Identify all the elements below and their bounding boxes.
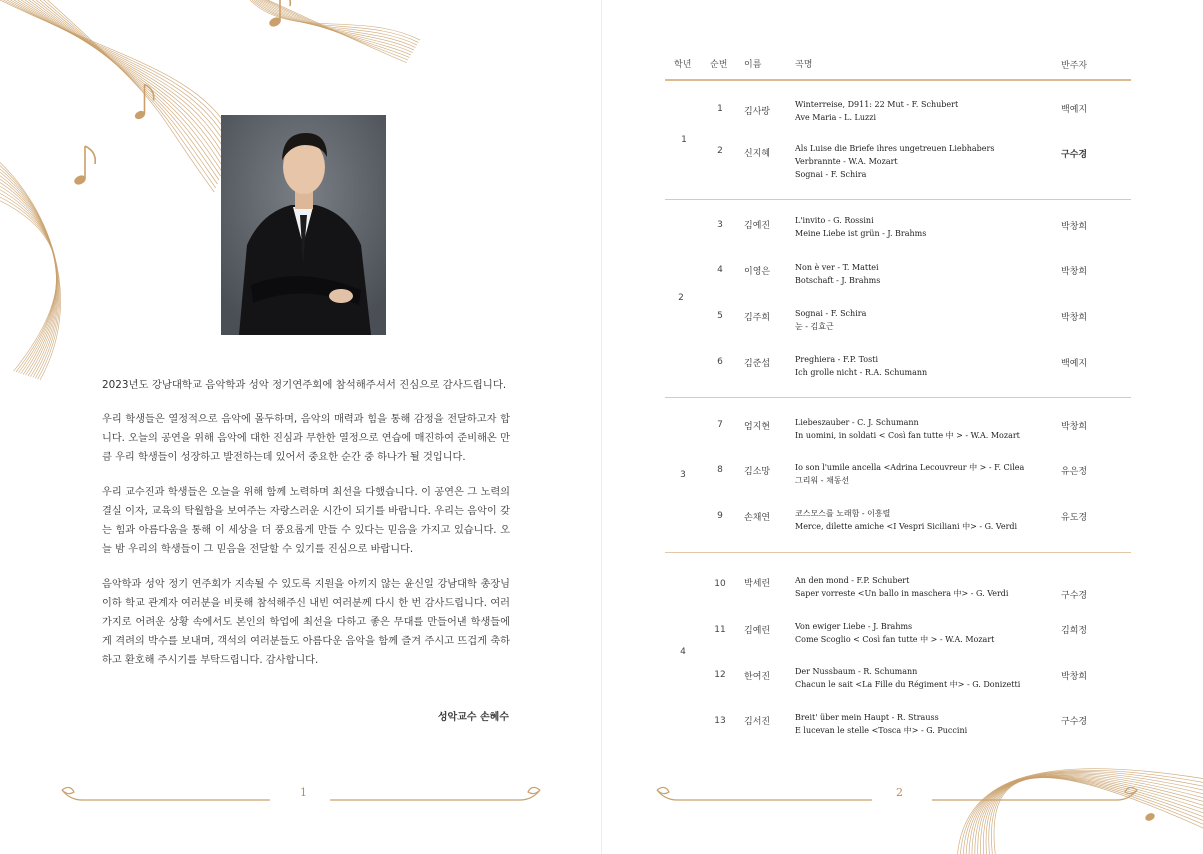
song-title: Sognai - F. Schira bbox=[795, 309, 867, 318]
row-number: 11 bbox=[714, 625, 726, 635]
student-name: 엄지현 bbox=[744, 422, 771, 432]
song-list bbox=[795, 261, 880, 287]
row-number: 9 bbox=[717, 511, 723, 521]
accompanist-name: 구수경 bbox=[1061, 150, 1088, 160]
song-list bbox=[795, 98, 958, 124]
page-number-right: 2 bbox=[896, 786, 903, 799]
student-name: 신지혜 bbox=[744, 149, 771, 159]
song-title: Sognai - F. Schira bbox=[795, 170, 867, 179]
letter-paragraph-3: 우리 교수진과 학생들은 오늘을 위해 함께 노력하며 최선을 다했습니다. 이 공연은 그 노력의 결실 이자, 교육의 탁월함을 보여주는 자랑스러운 시간이 되기를 바랍니다. 우리는 음악이 갖는 힘과 아름다움을 통해 이 세상을 더 풍요롭게 만들 수 있다는 믿음을 가지고 있습니다. 오늘 밤 우리의 학생들이 그 믿음을 전달할 수 있기를 진심으로 바랍니다. bbox=[102, 487, 510, 555]
greeting-letter bbox=[102, 376, 510, 686]
accompanist-name: 유도경 bbox=[1061, 513, 1088, 523]
song-title: Breit' über mein Haupt - R. Strauss bbox=[795, 713, 939, 722]
student-name: 이영은 bbox=[744, 267, 771, 277]
row-number: 12 bbox=[714, 670, 726, 680]
song-list bbox=[795, 574, 1008, 600]
song-title: Chacun le sait <La Fille du Régiment 中> - G. Donizetti bbox=[795, 680, 1021, 689]
student-name: 김예린 bbox=[744, 626, 771, 636]
student-name: 김주희 bbox=[744, 313, 771, 323]
header-accompanist: 반주자 bbox=[1061, 61, 1088, 71]
song-title: 그리워 - 채동선 bbox=[795, 476, 850, 485]
song-title: Botschaft - J. Brahms bbox=[795, 276, 881, 285]
accompanist-name: 박창희 bbox=[1061, 672, 1088, 682]
student-name: 김준섭 bbox=[744, 359, 771, 369]
song-title: Verbrannte - W.A. Mozart bbox=[795, 157, 898, 166]
header-order: 순번 bbox=[710, 60, 728, 70]
song-title: Ich grolle nicht - R.A. Schumann bbox=[795, 368, 928, 377]
row-number: 6 bbox=[717, 357, 723, 367]
song-list bbox=[795, 353, 927, 379]
letter-paragraph-2: 우리 학생들은 열정적으로 음악에 몰두하며, 음악의 매력과 힘을 통해 감정을 전달하고자 합니다. 오늘의 공연을 위해 음악에 대한 진심과 무한한 열정으로 연습에 매진하여 준비해온 만큼 우리 학생들이 성장하고 발전하는데 있어서 중요한 순간 중 하나가 될 것입니다. bbox=[102, 414, 510, 463]
song-title: L'invito - G. Rossini bbox=[795, 216, 874, 225]
student-name: 박세린 bbox=[744, 579, 771, 589]
song-title: E lucevan le stelle <Tosca 中> - G. Puccini bbox=[795, 726, 968, 735]
grade-label: 3 bbox=[680, 470, 686, 480]
accompanist-name: 백예지 bbox=[1061, 359, 1088, 369]
letter-paragraph-1: 2023년도 강남대학교 음악학과 성악 정기연주회에 참석해주셔서 진심으로 감사드립니다. bbox=[102, 379, 507, 391]
signature: 성악교수 손혜수 bbox=[437, 712, 509, 723]
header-name: 이름 bbox=[744, 60, 762, 70]
row-number: 3 bbox=[717, 220, 723, 230]
song-title: An den mond - F.P. Schubert bbox=[795, 576, 910, 585]
accompanist-name: 유은정 bbox=[1061, 467, 1088, 477]
song-list bbox=[795, 461, 1024, 487]
student-name: 김소망 bbox=[744, 467, 771, 477]
grade-label: 2 bbox=[678, 293, 684, 303]
student-name: 김서진 bbox=[744, 717, 771, 727]
song-title: Meine Liebe ist grün - J. Brahms bbox=[795, 229, 927, 238]
song-title: Ave Maria - L. Luzzi bbox=[795, 113, 877, 122]
row-number: 5 bbox=[717, 311, 723, 321]
row-number: 4 bbox=[717, 265, 723, 275]
song-title: Liebeszauber - C. J. Schumann bbox=[795, 418, 919, 427]
song-list bbox=[795, 214, 926, 240]
song-list bbox=[795, 507, 1017, 533]
song-list bbox=[795, 142, 994, 181]
row-number: 7 bbox=[717, 420, 723, 430]
row-number: 10 bbox=[714, 579, 726, 589]
accompanist-name: 박창희 bbox=[1061, 222, 1088, 232]
song-list bbox=[795, 416, 1020, 442]
student-name: 김예진 bbox=[744, 221, 771, 231]
song-title: Io son l'umile ancella <Adrina Lecouvreur 中 > - F. Cilea bbox=[795, 463, 1025, 472]
grade-divider bbox=[665, 552, 1131, 553]
accompanist-name: 백예지 bbox=[1061, 105, 1088, 115]
student-name: 김사랑 bbox=[744, 107, 771, 117]
grade-label: 4 bbox=[680, 647, 686, 657]
header-piece: 곡명 bbox=[795, 60, 813, 70]
song-list bbox=[795, 665, 1020, 691]
row-number: 1 bbox=[717, 104, 723, 114]
header-grade: 학년 bbox=[674, 60, 692, 70]
accompanist-name: 김희정 bbox=[1061, 626, 1088, 636]
performer-photo bbox=[221, 115, 386, 335]
song-title: Non è ver - T. Mattei bbox=[795, 263, 879, 272]
accompanist-name: 박창희 bbox=[1061, 422, 1088, 432]
grade-divider bbox=[665, 199, 1131, 200]
song-list bbox=[795, 307, 866, 333]
student-name: 손채연 bbox=[744, 513, 771, 523]
song-title: In uomini, in soldati < Così fan tutte 中 > - W.A. Mozart bbox=[795, 431, 1020, 440]
song-list bbox=[795, 620, 994, 646]
song-title: Als Luise die Briefe ihres ungetreuen Liebhabers bbox=[795, 144, 995, 153]
accompanist-name: 박창희 bbox=[1061, 313, 1088, 323]
song-list bbox=[795, 711, 967, 737]
song-title: Von ewiger Liebe - J. Brahms bbox=[795, 622, 913, 631]
row-number: 13 bbox=[714, 716, 726, 726]
student-name: 한여진 bbox=[744, 672, 771, 682]
song-title: Winterreise, D911: 22 Mut - F. Schubert bbox=[795, 100, 959, 109]
song-title: 눈 - 김효근 bbox=[795, 322, 834, 331]
letter-paragraph-4: 음악학과 성악 정기 연주회가 지속될 수 있도록 지원을 아끼지 않는 윤신일 강남대학 총장님 이하 학교 관계자 여러분을 비롯해 참석해주신 내빈 여러분께 다시 한 번 감사드립니다. 여러가지로 어려운 상황 속에서도 본인의 학업에 최선을 다하고 좋은 무대를 만들어낸 학생들에게 격려의 박수를 보내며, 객석의 여러분들도 아름다운 음악을 함께 즐겨 주시고 뜨겁게 축하하고 환호해 주시기를 부탁드립니다. 감사합니다. bbox=[102, 579, 510, 666]
row-number: 8 bbox=[717, 465, 723, 475]
song-title: Come Scoglio < Così fan tutte 中 > - W.A. Mozart bbox=[795, 635, 995, 644]
page-number-left: 1 bbox=[300, 786, 307, 799]
header-divider bbox=[665, 79, 1131, 81]
left-page bbox=[0, 0, 601, 854]
song-title: Der Nussbaum - R. Schumann bbox=[795, 667, 918, 676]
song-title: Merce, dilette amiche <I Vespri Siciliani 中> - G. Verdi bbox=[795, 522, 1018, 531]
song-title: 코스모스를 노래함 - 이흥렬 bbox=[795, 509, 891, 518]
row-number: 2 bbox=[717, 146, 723, 156]
accompanist-name: 박창희 bbox=[1061, 267, 1088, 277]
song-title: Preghiera - F.P. Tosti bbox=[795, 355, 878, 364]
accompanist-name: 구수경 bbox=[1061, 591, 1088, 601]
right-page bbox=[602, 0, 1203, 854]
song-title: Saper vorreste <Un ballo in maschera 中> - G. Verdi bbox=[795, 589, 1009, 598]
grade-divider bbox=[665, 397, 1131, 398]
grade-label: 1 bbox=[681, 135, 687, 145]
accompanist-name: 구수경 bbox=[1061, 717, 1088, 727]
